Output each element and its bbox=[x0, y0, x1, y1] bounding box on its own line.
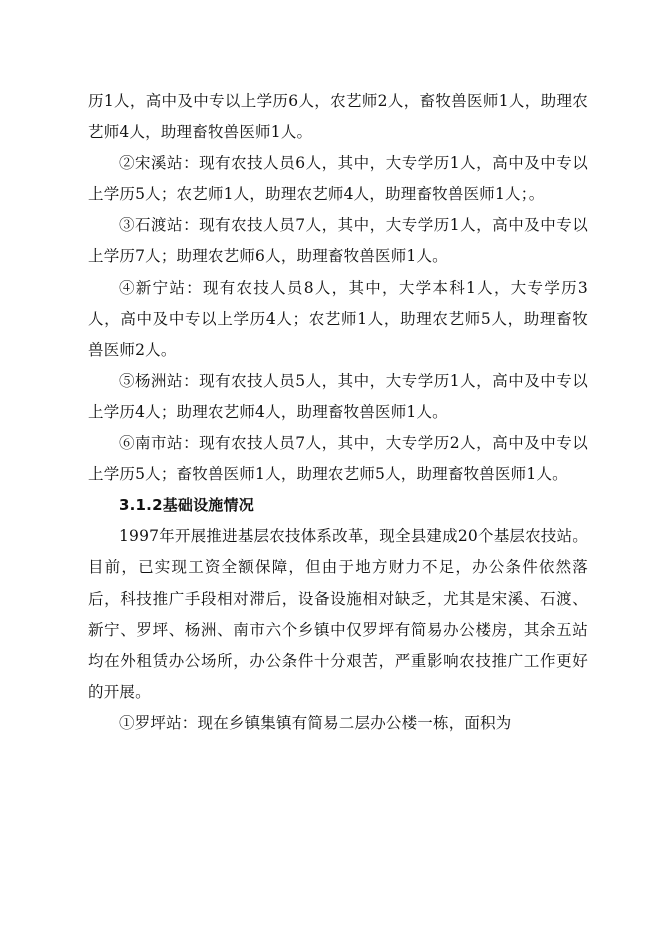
paragraph-xinning-station: ④新宁站：现有农技人员8人，其中，大学本科1人，大专学历3人，高中及中专以上学历4人；农艺师1人，助理农艺师5人，助理畜牧兽医师2人。 bbox=[88, 278, 588, 359]
paragraph-continuation: 历1人，高中及中专以上学历6人，农艺师2人，畜牧兽医师1人，助理农艺师4人，助理畜牧兽医师1人。 bbox=[88, 92, 588, 142]
paragraph-luoping-station: ①罗坪站：现在乡镇集镇有简易二层办公楼一栋，面积为 bbox=[119, 713, 512, 732]
paragraph-infrastructure: 1997年开展推进基层农技体系改革，现全县建成20个基层农技站。目前，已实现工资全额保障，但由于地方财力不足，办公条件依然落后，科技推广手段相对滞后，设备设施相对缺乏，尤其是宋溪、石渡、新宁、罗坪、杨洲、南市六个乡镇中仅罗坪有简易办公楼房，其余五站均在外租赁办公场所，办公条件十分艰苦，严重影响农技推广工作更好的开展。 bbox=[88, 527, 588, 701]
document-body bbox=[88, 86, 588, 739]
paragraph-yangzhou-station: ⑤杨洲站：现有农技人员5人，其中，大专学历1人，高中及中专以上学历4人；助理农艺师4人，助理畜牧兽医师1人。 bbox=[88, 371, 588, 421]
paragraph-nanshi-station: ⑥南市站：现有农技人员7人，其中，大专学历2人，高中及中专以上学历5人；畜牧兽医师1人，助理农艺师5人，助理畜牧兽医师1人。 bbox=[88, 434, 588, 484]
paragraph-shidu-station: ③石渡站：现有农技人员7人，其中，大专学历1人，高中及中专以上学历7人；助理农艺师6人，助理畜牧兽医师1人。 bbox=[88, 216, 588, 266]
section-heading: 3.1.2基础设施情况 bbox=[119, 496, 254, 515]
paragraph-songxi-station: ②宋溪站：现有农技人员6人，其中，大专学历1人，高中及中专以上学历5人；农艺师1人，助理农艺师4人，助理畜牧兽医师1人；。 bbox=[88, 154, 588, 204]
